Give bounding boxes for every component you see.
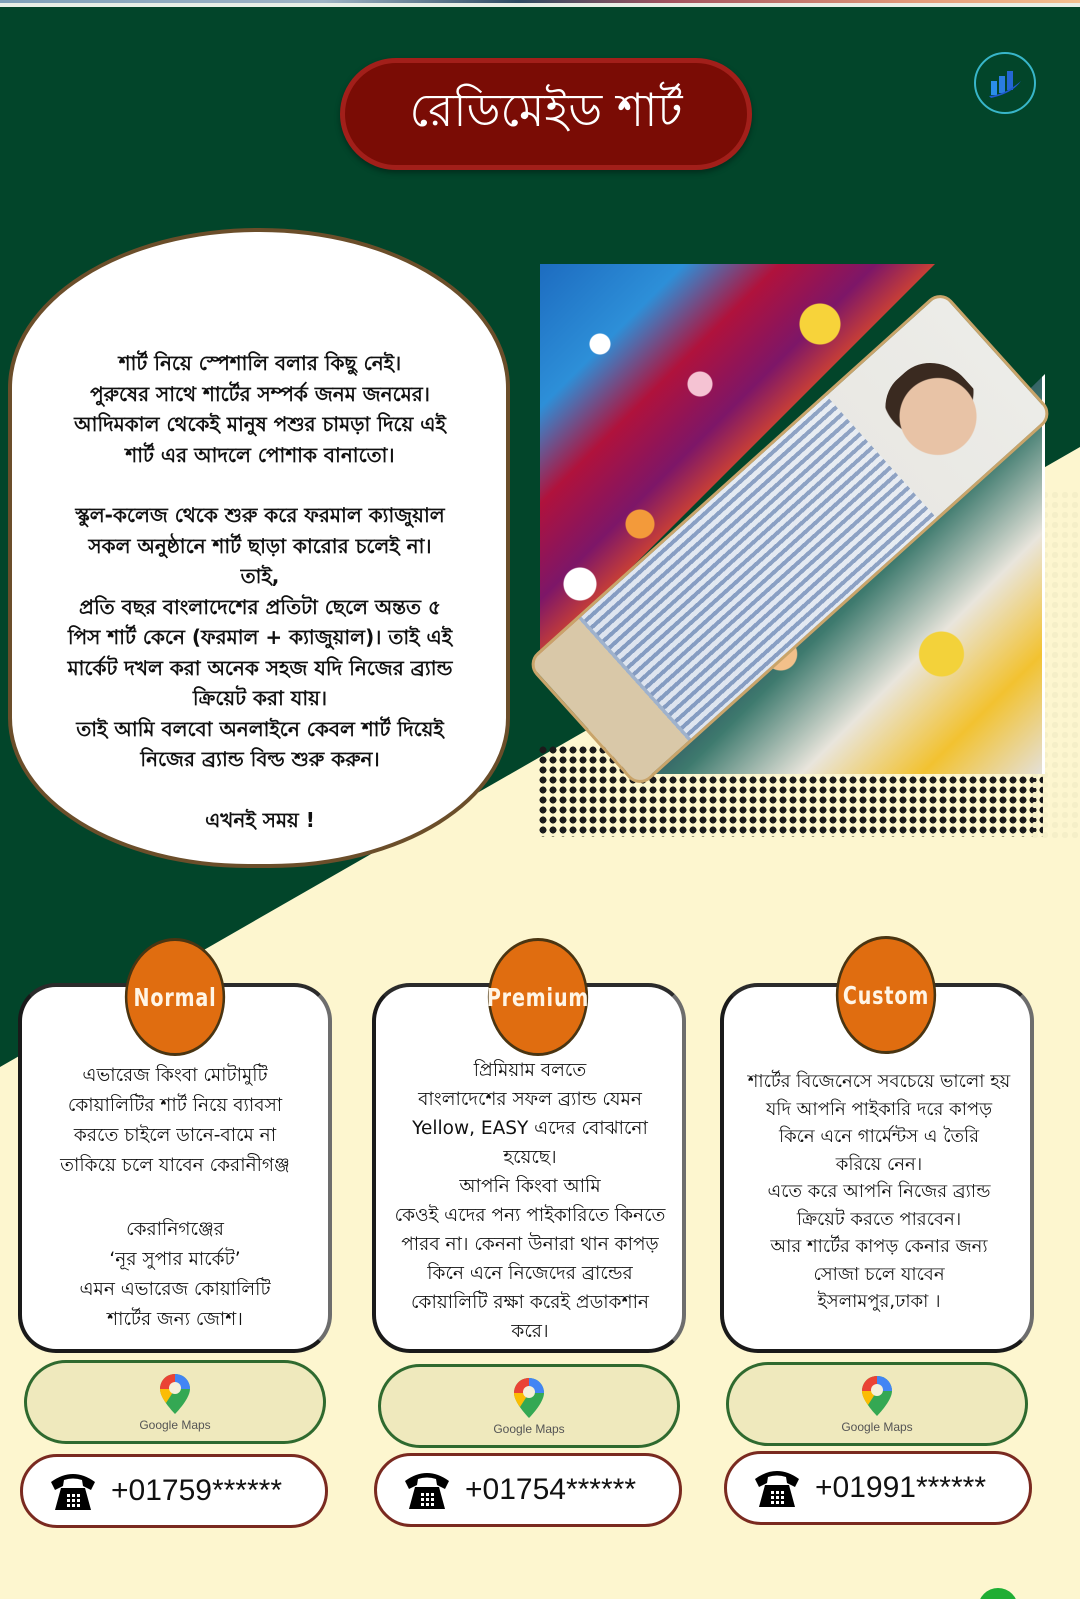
- card-line: আর শার্টের কাপড় কেনার জন্য: [770, 1236, 988, 1257]
- intro-line: মার্কেট দখল করা অনেক সহজ যদি নিজের ব্র্যান্ড: [67, 655, 453, 680]
- card-line: শার্টের জন্য জোশ।: [107, 1309, 243, 1330]
- intro-line: আদিমকাল থেকেই মানুষ পশুর চামড়া দিয়ে এই: [74, 412, 446, 436]
- phone-number: +01759******: [111, 1474, 282, 1507]
- page-title: [340, 58, 752, 170]
- card-line: করিয়ে নেন।: [835, 1153, 923, 1175]
- phone-number: +01754******: [465, 1473, 636, 1506]
- intro-line: পিস শার্ট কেনে (ফরমাল + ক্যাজুয়াল)। তাই এই: [67, 625, 453, 649]
- intro-line: শার্ট নিয়ে স্পেশালি বলার কিছু নেই।: [118, 351, 402, 375]
- intro-line: তাই আমি বলবো অনলাইনে কেবল শার্ট দিয়েই: [76, 716, 444, 741]
- badge-label: Custom: [842, 980, 930, 1010]
- card-line: ক্রিয়েট করতে পারবেন।: [796, 1208, 962, 1230]
- card-line: ইসলামপুর,ঢাকা ।: [817, 1291, 941, 1312]
- card-line: কেওই এদের পন্য পাইকারিতে কিনতে: [394, 1205, 666, 1226]
- maps-label: Google Maps: [139, 1418, 211, 1432]
- card-line: বাংলাদেশের সফল ব্র্যান্ড যেমন: [418, 1089, 642, 1110]
- google-maps-button-premium[interactable]: [378, 1364, 680, 1448]
- card-line: শার্টের বিজেনেসে সবচেয়ে ভালো হয়: [747, 1071, 1011, 1092]
- phone-button-premium[interactable]: [374, 1453, 682, 1527]
- card-text-custom: [722, 1068, 1036, 1316]
- intro-line: সকল অনুষ্ঠানে শার্ট ছাড়া কারোর চলেই না।: [88, 533, 432, 558]
- intro-line: নিজের ব্র্যান্ড বিল্ড শুরু করুন।: [140, 747, 380, 771]
- telephone-icon: [49, 1470, 97, 1512]
- shirt-photo-collage: [540, 264, 1045, 819]
- card-line: কেরানিগঞ্জের: [126, 1219, 224, 1240]
- telephone-icon: [403, 1469, 451, 1511]
- phone-button-custom[interactable]: [724, 1451, 1032, 1525]
- phone-button-normal[interactable]: [20, 1454, 328, 1528]
- card-line: পারব না। কেননা উনারা থান কাপড়: [401, 1234, 659, 1255]
- intro-line: ক্রিয়েট করা যায়।: [192, 686, 328, 710]
- intro-line: প্রতি বছর বাংলাদেশের প্রতিটা ছেলে অন্তত ৫: [79, 594, 441, 619]
- maps-label: Google Maps: [841, 1420, 913, 1434]
- card-line: হয়েছে।: [503, 1147, 557, 1168]
- badge-label: Premium: [486, 982, 590, 1012]
- card-line: কোয়ালিটির শার্ট নিয়ে ব্যাবসা: [67, 1095, 283, 1116]
- maps-label: Google Maps: [493, 1422, 565, 1436]
- card-line: আপনি কিংবা আমি: [459, 1176, 601, 1197]
- intro-cta-line: এখনই সময় !: [205, 807, 315, 832]
- intro-line: শার্ট এর আদলে পোশাক বানাতো।: [125, 442, 395, 467]
- intro-line: স্কুল-কলেজ থেকে শুরু করে ফরমাল ক্যাজুয়াল: [75, 503, 445, 527]
- card-line: কিনে এনে নিজেদের ব্রান্ডের: [427, 1263, 633, 1284]
- sound-wave-icon: [193, 250, 323, 340]
- card-line: করে।: [511, 1321, 549, 1342]
- card-line: তাকিয়ে চলে যাবেন কেরানীগঞ্জ: [60, 1155, 290, 1176]
- bar-chart-growth-icon: [974, 52, 1036, 114]
- intro-text: [10, 348, 510, 835]
- card-line: করতে চাইলে ডানে-বামে না: [73, 1125, 277, 1146]
- card-line: কিনে এনে গার্মেন্টস এ তৈরি: [778, 1126, 980, 1147]
- intro-line: তাই,: [240, 564, 280, 588]
- card-line: Yellow, EASY এদের বোঝানো: [412, 1118, 648, 1139]
- phone-number: +01991******: [815, 1471, 986, 1504]
- card-line: এমন এভারেজ কোয়ালিটি: [79, 1279, 271, 1300]
- badge-label: Normal: [133, 982, 217, 1012]
- badge-normal: [125, 938, 225, 1056]
- badge-premium: [488, 938, 588, 1056]
- page-title-text: রেডিমেইড শার্ট: [409, 83, 683, 137]
- card-line: ‘নূর সুপার মার্কেট’: [109, 1249, 241, 1270]
- card-text-normal: [20, 1061, 330, 1335]
- card-line: কোয়ালিটি রক্ষা করেই প্রডাকশান: [411, 1292, 649, 1313]
- card-line: প্রিমিয়াম বলতে: [473, 1060, 587, 1081]
- map-pin-icon: [158, 1372, 192, 1416]
- map-pin-icon: [860, 1374, 894, 1418]
- badge-custom: [836, 936, 936, 1054]
- card-line: এভারেজ কিংবা মোটামুটি: [82, 1065, 268, 1086]
- telephone-icon: [753, 1467, 801, 1509]
- card-line: এতে করে আপনি নিজের ব্র্যান্ড: [767, 1181, 991, 1202]
- card-line: যদি আপনি পাইকারি দরে কাপড়: [765, 1098, 993, 1120]
- card-text-premium: [374, 1056, 686, 1346]
- floating-action-button[interactable]: [978, 1588, 1018, 1599]
- google-maps-button-normal[interactable]: [24, 1360, 326, 1444]
- card-line: সোজা চলে যাবেন: [813, 1263, 945, 1285]
- top-divider: [0, 3, 1080, 7]
- intro-line: পুরুষের সাথে শার্টের সম্পর্ক জনম জনমের।: [90, 381, 430, 406]
- map-pin-icon: [512, 1376, 546, 1420]
- google-maps-button-custom[interactable]: [726, 1362, 1028, 1446]
